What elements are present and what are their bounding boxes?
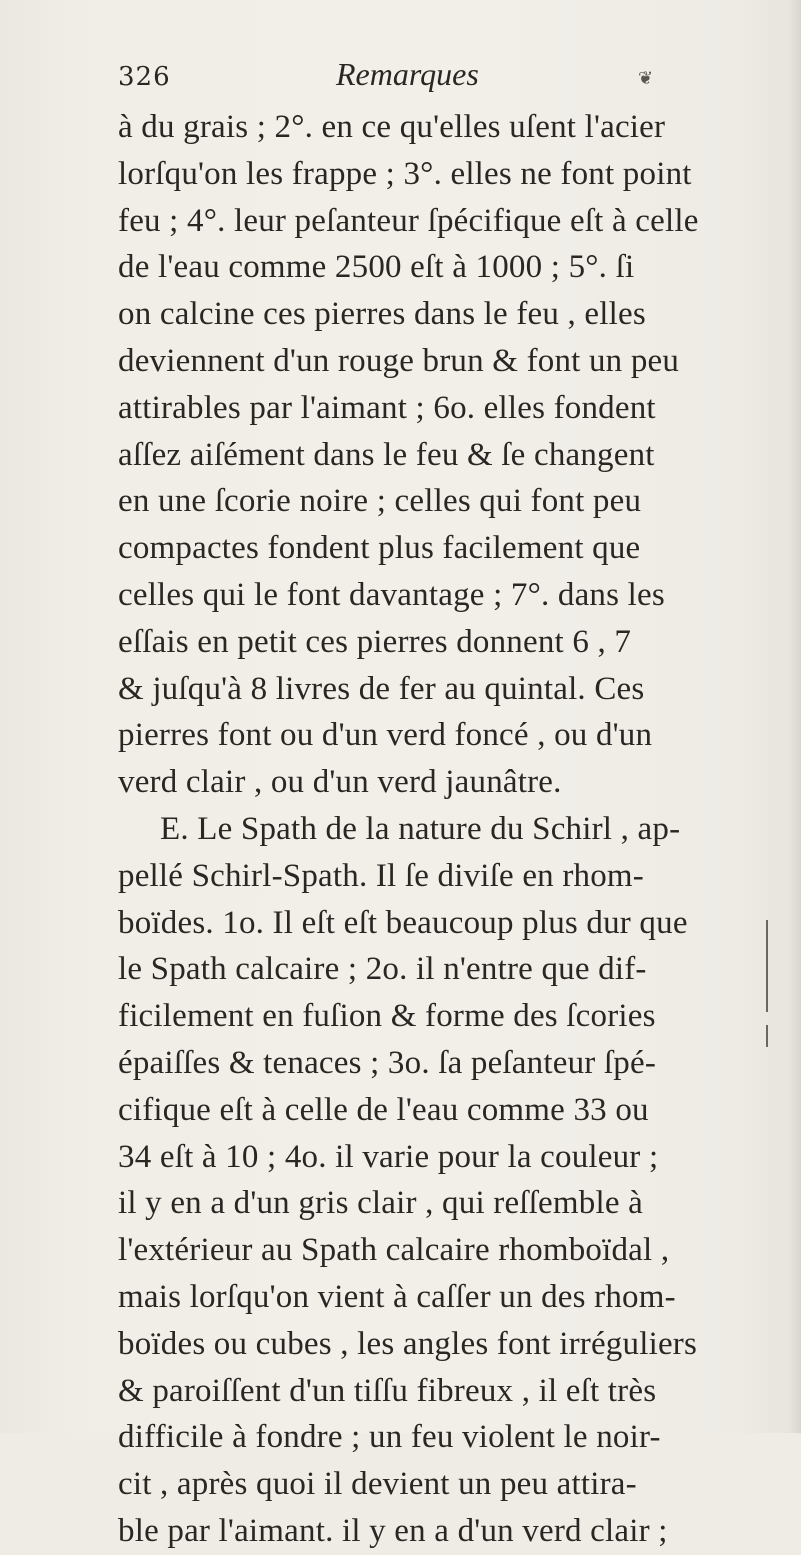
text-line: ble par l'aimant. il y en a d'un verd clair ; (118, 1512, 668, 1549)
text-line: & paroiſſent d'un tiſſu fibreux , il eſt très (118, 1372, 657, 1409)
text-line: difficile à fondre ; un feu violent le noir- (118, 1419, 661, 1456)
text-line: feu ; 4°. leur peſanteur ſpécifique eſt à celle (118, 202, 699, 239)
running-title: Remarques (336, 56, 479, 92)
text-line: boïdes ou cubes , les angles font irréguliers (118, 1325, 698, 1362)
page-number: 326 (118, 62, 171, 92)
page-edge-shadow (789, 0, 801, 1433)
text-line: eſſais en petit ces pierres donnent 6 , 7 (118, 623, 632, 660)
text-line: 34 eſt à 10 ; 4o. il varie pour la couleur ; (118, 1138, 659, 1175)
text-line: aſſez aiſément dans le feu & ſe changent (118, 436, 655, 473)
text-line: on calcine ces pierres dans le feu , elles (118, 296, 646, 333)
text-line: mais lorſqu'on vient à caſſer un des rhom- (118, 1278, 676, 1315)
text-line: cit , après quoi il devient un peu attira- (118, 1466, 637, 1503)
text-line: lorſqu'on les frappe ; 3°. elles ne font point (118, 155, 692, 192)
text-line: deviennent d'un rouge brun & font un peu (118, 342, 680, 379)
text-line: à du grais ; 2°. en ce qu'elles uſent l'acier (118, 109, 666, 145)
text-line: l'extérieur au Spath calcaire rhomboïdal , (118, 1232, 670, 1269)
page-header (118, 56, 678, 102)
text-line: boïdes. 1o. Il eſt eſt beaucoup plus dur que (118, 904, 688, 941)
text-line: le Spath calcaire ; 2o. il n'entre que dif- (118, 951, 647, 988)
ornament-icon: ❦ (638, 68, 654, 89)
text-line: pellé Schirl-Spath. Il ſe diviſe en rhom- (118, 857, 644, 894)
text-line: épaiſſes & tenaces ; 3o. ſa peſanteur ſpé- (118, 1044, 657, 1081)
section-e-start: E. Le Spath de la nature du Schirl , ap- (160, 810, 681, 847)
text-line: & juſqu'à 8 livres de fer au quintal. Ces (118, 670, 645, 707)
text-line: cifique eſt à celle de l'eau comme 33 ou (118, 1091, 649, 1128)
text-line: verd clair , ou d'un verd jaunâtre. (118, 764, 562, 801)
body-text (118, 104, 778, 1555)
text-line: attirables par l'aimant ; 6o. elles fondent (118, 389, 656, 426)
text-line: en une ſcorie noire ; celles qui font peu (118, 483, 642, 520)
text-line: ficilement en fuſion & forme des ſcories (118, 998, 656, 1035)
text-line: compactes fondent plus facilement que (118, 530, 641, 567)
text-line: pierres font ou d'un verd foncé , ou d'un (118, 717, 653, 754)
text-line: celles qui le font davantage ; 7°. dans les (118, 576, 665, 613)
text-line: il y en a d'un gris clair , qui reſſemble à (118, 1185, 643, 1222)
text-line: de l'eau comme 2500 eſt à 1000 ; 5°. ſi (118, 249, 635, 286)
